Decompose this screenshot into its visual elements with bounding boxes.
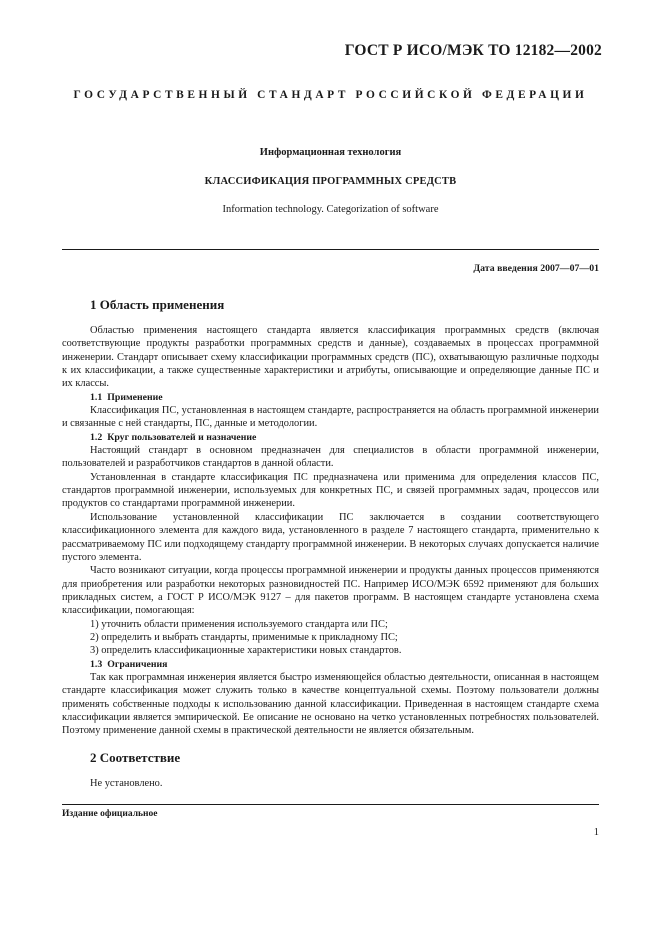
subsection-1-2-paragraph-1: Настоящий стандарт в основном предназначен для специалистов в области программной инженерии, пользователей и разработчиков стандартов в данной области.: [62, 445, 599, 470]
document-title: КЛАССИФИКАЦИЯ ПРОГРАММНЫХ СРЕДСТВ: [204, 176, 457, 187]
subsection-1-2-heading: [90, 431, 599, 444]
subsection-number: 1.1: [90, 391, 103, 403]
subsection-number: 1.3: [90, 658, 103, 670]
subsection-1-1-heading: [90, 391, 599, 404]
section-1-heading: 1 Область применения: [90, 297, 225, 312]
divider-bottom: [62, 804, 599, 805]
section-2-paragraph: Не установлено.: [90, 777, 163, 789]
state-standard-header: ГОСУДАРСТВЕННЫЙ СТАНДАРТ РОССИЙСКОЙ ФЕДЕРАЦИИ: [73, 89, 588, 101]
title-block: [62, 146, 599, 217]
english-title: Information technology. Categorization of software: [222, 204, 439, 215]
section-1-paragraph: Областью применения настоящего стандарта является классификация программных средств (включая соответствующие продукты разработки программных средств и данные), создаваемых в процессах программной инженерии. Стандарт описывает схему классификации программных средств (ПС), охватывающую различные подходы к их классификации, а также существенные характеристики и атрибуты, описывающие и определяющие данные ПС и их классы.: [62, 325, 599, 390]
page-number: 1: [593, 827, 599, 838]
divider-top: [62, 249, 599, 250]
subsection-1-2-paragraph-4: Часто возникают ситуации, когда процессы программной инженерии и продукты данных процессов применяются для приобретения или разработки некоторых разновидностей ПС. Например ИСО/МЭК 6592 применяют для больших прикладных систем, а ГОСТ Р ИСО/МЭК 9127 – для пакетов программ. В настоящем стандарте установлена схема классификации, помогающая:: [62, 565, 599, 617]
introduction-date: Дата введения 2007—07—01: [473, 263, 599, 274]
section-2-heading: 2 Соответствие: [90, 749, 181, 765]
subsection-1-2-paragraph-3: Использование установленной классификации ПС заключается в создании соответствующего классификационного элемента для каждого вида, установленного в разделе 7 настоящего стандарта, применительно к рассматриваемому ПС или подходящему стандарту программной инженерии. В некоторых случаях допускается наличие пустого элемента.: [62, 511, 599, 563]
subsection-title: Круг пользователей и назначение: [107, 431, 257, 443]
document-topic: Информационная технология: [259, 147, 402, 158]
standard-code: ГОСТ Р ИСО/МЭК ТО 12182—2002: [344, 42, 602, 59]
subsection-1-2-paragraph-2: Установленная в стандарте классификация ПС предназначена или применима для определения классов ПС, стандартов программной инженерии, используемых для конкретных ПС, и связей программных задач, процессов или продуктов со стандартами программной инженерии.: [62, 471, 599, 510]
list-item: 2) определить и выбрать стандарты, применимые к прикладному ПС;: [90, 631, 398, 643]
subsection-1-3-paragraph: Так как программная инженерия является быстро изменяющейся областью деятельности, описанная в настоящем стандарте классификация может служить только в качестве концептуальной схемы. Поэтому пользователи должны применять собственные подходы к использованию данной классификации. Приведенная в настоящем стандарте схема классификации является эмпирической. Ее описание не основано на четко установленных потребностях пользователей. Поэтому применение данной схемы в практической деятельности не является обязательным.: [62, 671, 599, 737]
document-body: [62, 297, 599, 790]
subsection-1-3-heading: [90, 658, 599, 671]
list-item: 1) уточнить области применения используемого стандарта или ПС;: [90, 618, 388, 630]
subsection-title: Применение: [107, 391, 163, 403]
list-item: 3) определить классификационные характеристики новых стандартов.: [90, 645, 402, 657]
subsection-title: Ограничения: [107, 658, 168, 670]
official-edition-label: Издание официальное: [62, 809, 158, 819]
subsection-number: 1.2: [90, 431, 103, 443]
subsection-1-1-paragraph: Классификация ПС, установленная в настоящем стандарте, распространяется на область программной инженерии и связанные с ней стандарты, ПС, данные и методологии.: [62, 405, 599, 430]
